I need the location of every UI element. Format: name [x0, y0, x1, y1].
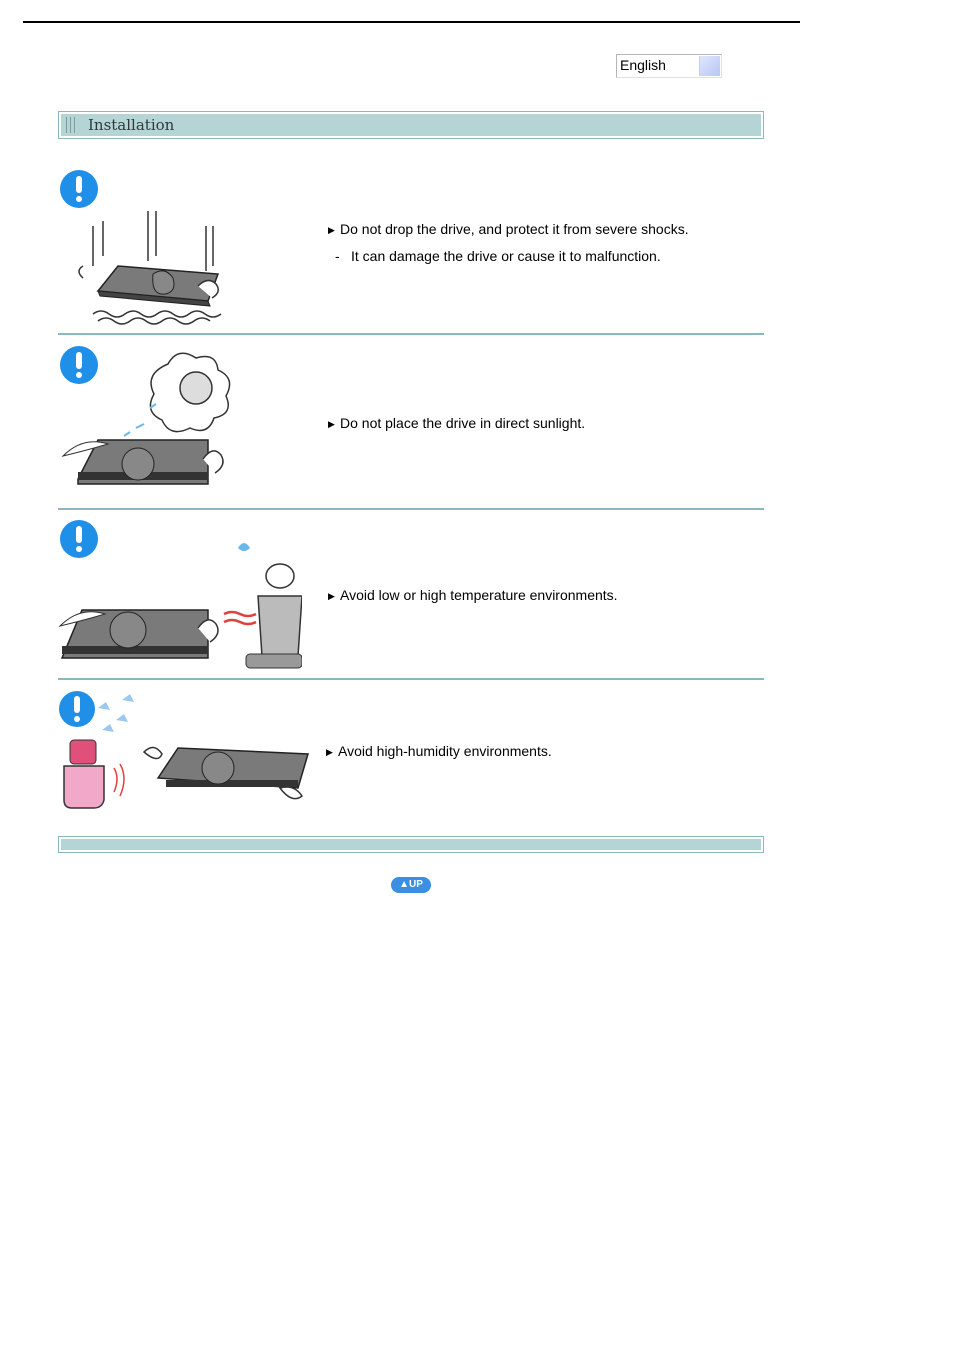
item-divider: [58, 333, 764, 335]
bullet-arrow-icon: ▶: [328, 225, 335, 235]
item-divider: [58, 678, 764, 680]
section-title: Installation: [88, 116, 175, 134]
item-divider: [58, 508, 764, 510]
bullet-arrow-icon: ▶: [328, 419, 335, 429]
section-footer-bar: [58, 836, 764, 853]
warning-subtext-label: It can damage the drive or cause it to malfunction.: [351, 248, 661, 264]
warning-text: [328, 220, 689, 239]
exclamation-icon: [59, 691, 95, 727]
humidity-illustration: [58, 688, 322, 814]
warning-text-label: Do not place the drive in direct sunlight.: [340, 415, 586, 431]
warning-item-sunlight: [58, 344, 764, 506]
bullet-arrow-icon: ▶: [326, 747, 333, 757]
warning-text-label: Avoid high-humidity environments.: [338, 743, 552, 759]
drop-drive-illustration: [58, 166, 238, 328]
header-bars-icon: [66, 117, 75, 133]
temperature-illustration: [58, 518, 302, 672]
warning-subtext: - It can damage the drive or cause it to malfunction.: [335, 248, 661, 264]
warning-text: [328, 586, 618, 605]
warning-item-humidity: [58, 688, 764, 818]
sunlight-illustration: [58, 344, 238, 502]
dropdown-arrow-icon[interactable]: [699, 56, 720, 76]
warning-text: [328, 414, 585, 433]
back-to-top-button[interactable]: ▲UP: [391, 877, 431, 893]
warning-text: [326, 742, 552, 761]
section-header: [58, 111, 764, 139]
exclamation-icon: [60, 170, 98, 208]
bullet-arrow-icon: ▶: [328, 591, 335, 601]
top-rule: [23, 21, 800, 23]
language-select[interactable]: [616, 54, 722, 78]
warning-item-drop: [58, 166, 764, 332]
exclamation-icon: [60, 346, 98, 384]
warning-item-temperature: [58, 518, 764, 676]
warning-text-label: Avoid low or high temperature environments.: [340, 587, 618, 603]
exclamation-icon: [60, 520, 98, 558]
warning-text-label: Do not drop the drive, and protect it from severe shocks.: [340, 221, 689, 237]
language-select-value: English: [620, 57, 666, 73]
